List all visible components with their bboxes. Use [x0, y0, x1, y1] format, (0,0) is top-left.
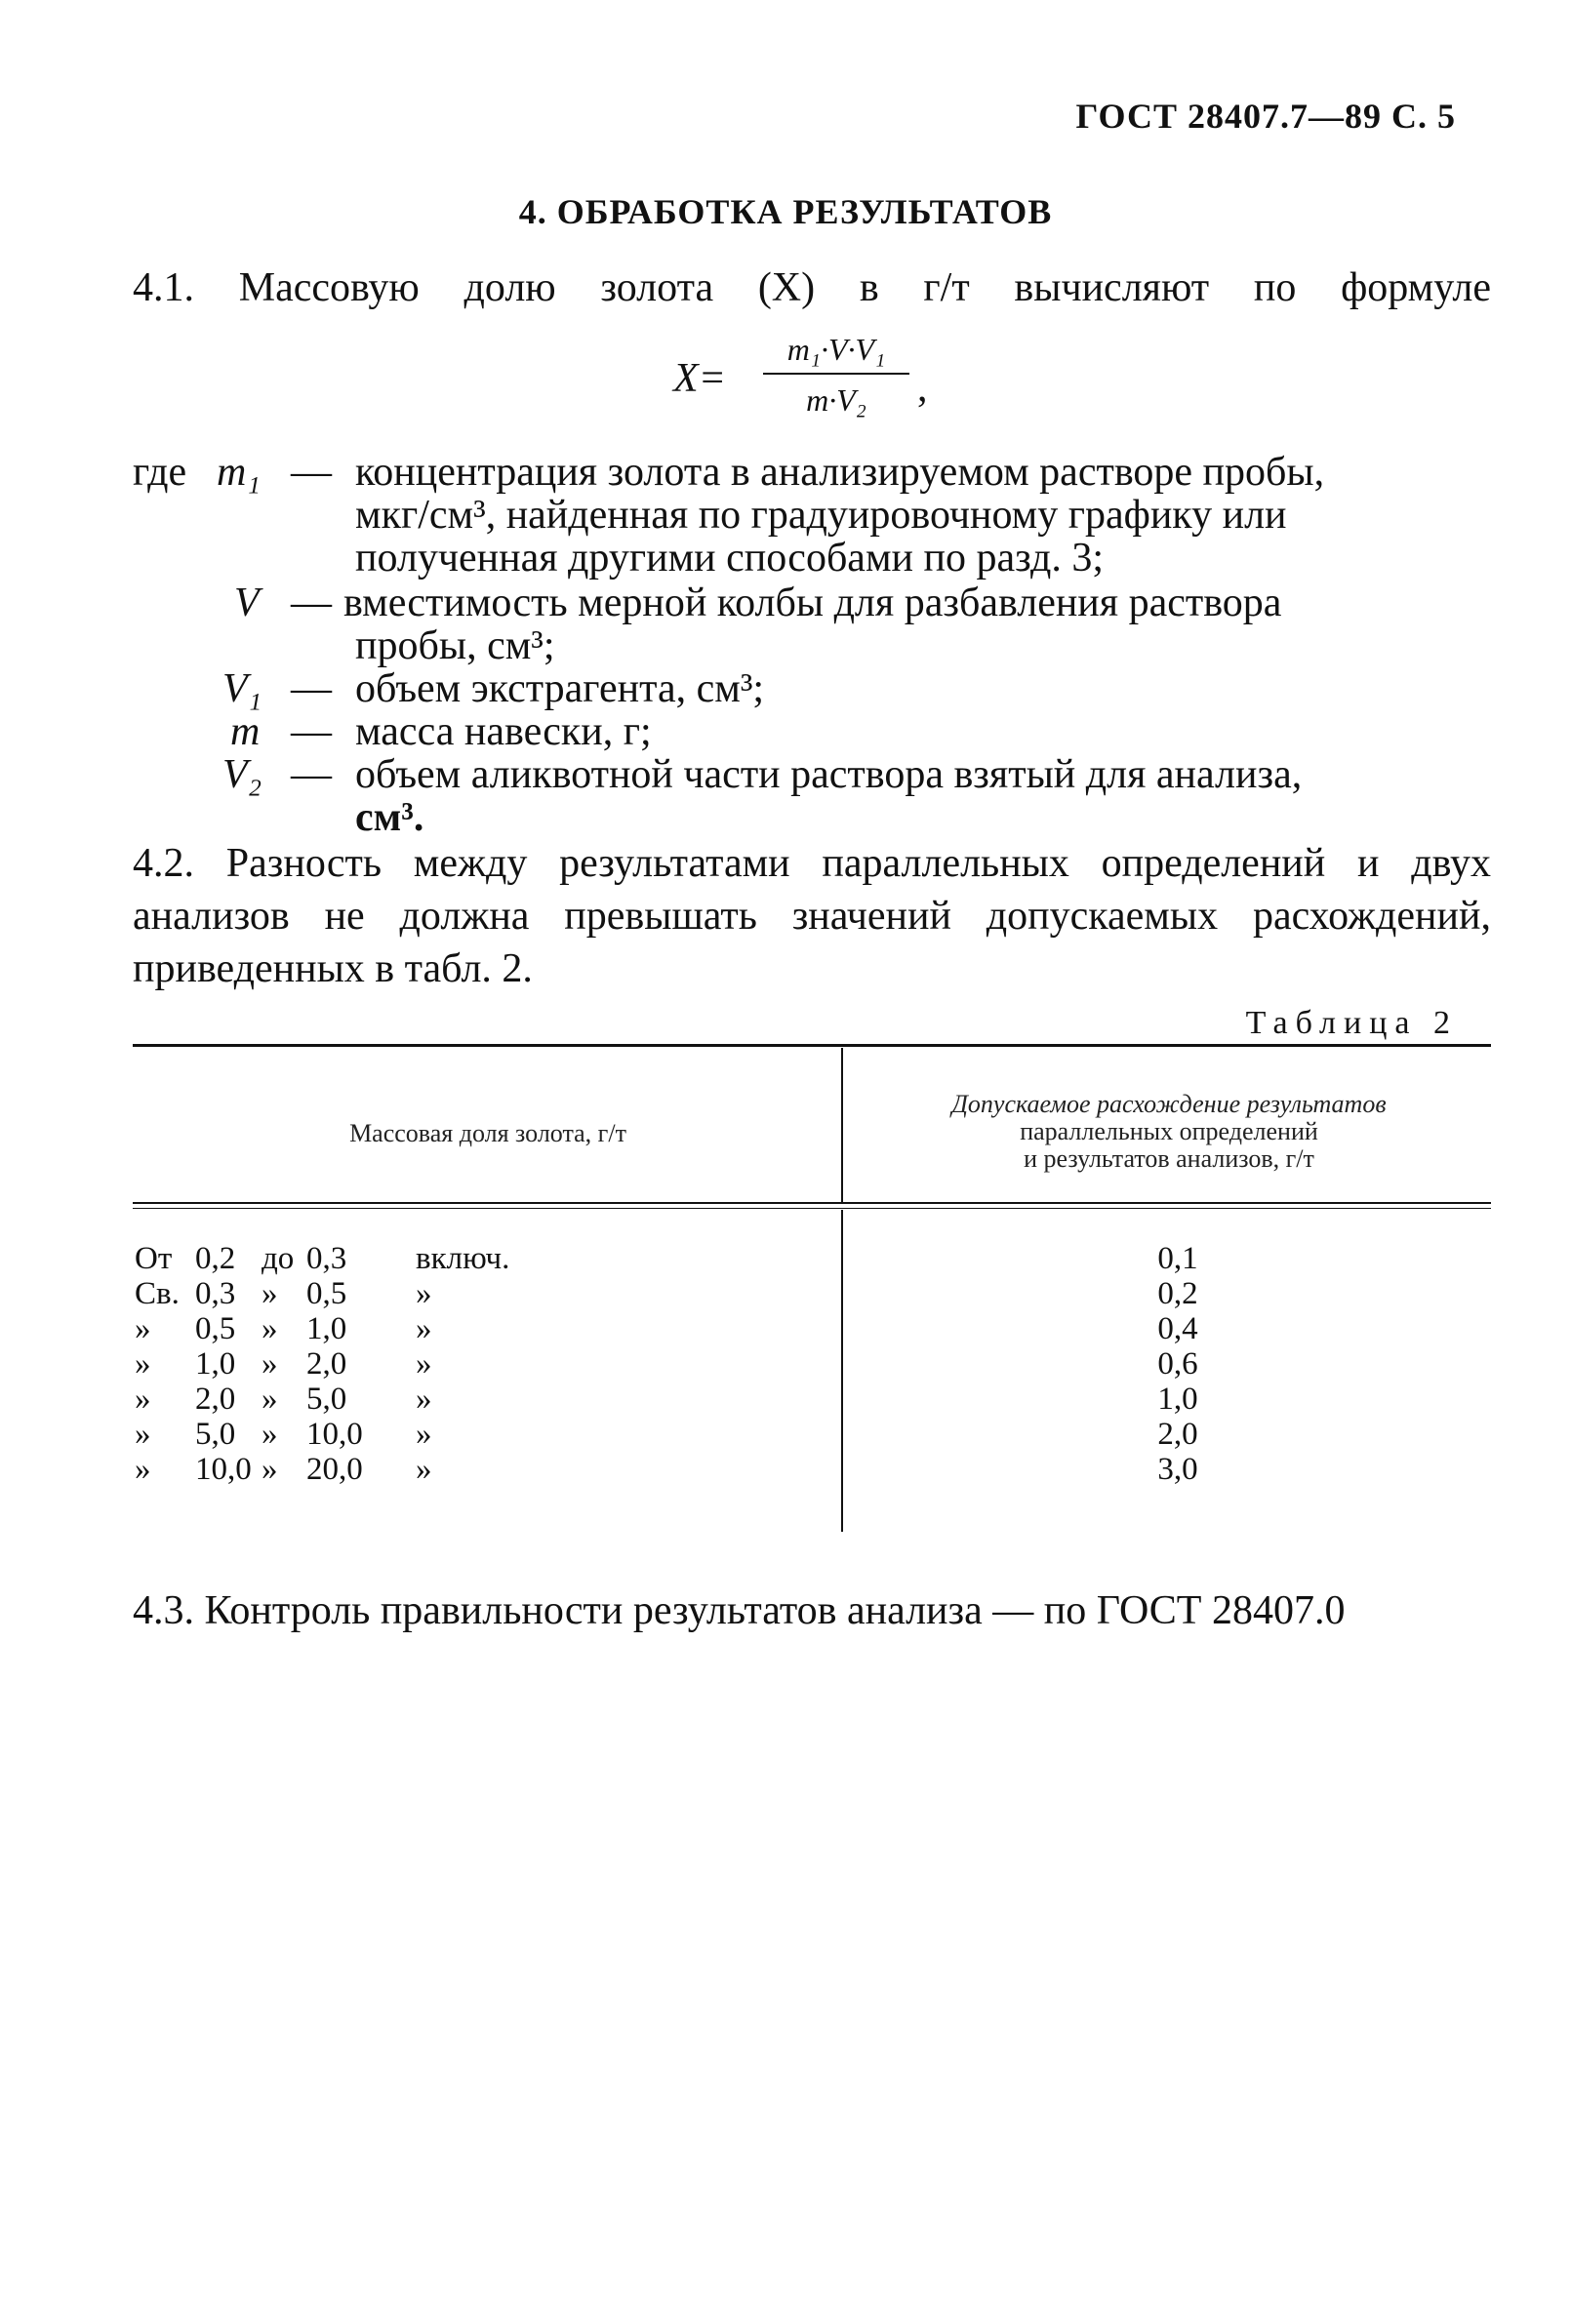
table-cell-range-b: 0,3 [195, 1276, 236, 1311]
table-cell-range-c: » [262, 1311, 278, 1346]
definition-dash: — [291, 752, 332, 797]
table-cell-discrepancy: 1,0 [1157, 1382, 1198, 1417]
table-cell-range-c: » [262, 1346, 278, 1382]
paragraph-4-1: 4.1. Массовую долю золота (X) в г/т вычисляют по формуле [133, 265, 1491, 310]
table-header-rule-thin [133, 1208, 1491, 1209]
fraction-bar [763, 373, 909, 375]
table-cell-range-a: » [135, 1417, 151, 1452]
table-cell-discrepancy: 0,4 [1157, 1311, 1198, 1346]
page-header: ГОСТ 28407.7—89 С. 5 [1075, 97, 1456, 136]
table-cell-range-d: 0,3 [306, 1241, 347, 1276]
table-cell-range-a: » [135, 1346, 151, 1382]
paragraph-4-2: 4.2. Разность между результатами параллельных определений и двух анализов не должна превышать значений допускаемых расхождений, приведенных в табл. 2. [133, 841, 1491, 991]
table-cell-range-a: От [135, 1241, 173, 1276]
definition-symbol-v2 [222, 753, 262, 796]
table-cell-range-b: 0,2 [195, 1241, 236, 1276]
table-cell-discrepancy: 0,2 [1157, 1276, 1198, 1311]
table-cell-discrepancy: 0,6 [1157, 1346, 1198, 1382]
table-cell-range-d: 5,0 [306, 1382, 347, 1417]
definition-symbol-v1 [222, 667, 262, 710]
definition-lead: где [133, 450, 187, 495]
table-cell-range-b: 10,0 [195, 1452, 252, 1487]
formula-fraction [763, 328, 909, 421]
definition-v2-line-1: объем аликвотной части раствора взятый для анализа, [355, 752, 1303, 797]
table-cell-range-e: » [416, 1382, 432, 1417]
table-cell-range-b: 0,5 [195, 1311, 236, 1346]
definition-m1-line-3: полученная другими способами по разд. 3; [355, 536, 1104, 581]
symbol-v1: V₁ [222, 666, 262, 711]
symbol-v2: V₂ [222, 752, 262, 797]
definition-v-line-1: вместимость мерной колбы для разбавления раствора [343, 581, 1282, 625]
table-cell-range-d: 2,0 [306, 1346, 347, 1382]
table-cell-range-a: » [135, 1311, 151, 1346]
table-header-rule [133, 1202, 1491, 1204]
definition-dash: — [291, 450, 332, 495]
table-cell-range-a: » [135, 1382, 151, 1417]
table-cell-range-b: 5,0 [195, 1417, 236, 1452]
table-cell-range-b: 2,0 [195, 1382, 236, 1417]
paragraph-4-3-text: 4.3. Контроль правильности результатов анализа — по ГОСТ 28407.0 [133, 1588, 1346, 1633]
table-cell-range-c: » [262, 1276, 278, 1311]
formula-comma: , [917, 366, 928, 411]
formula-lhs: X= [673, 356, 726, 401]
table-top-rule [133, 1044, 1491, 1047]
table-cell-range-c: » [262, 1417, 278, 1452]
definition-m-line-1: масса навески, г; [355, 709, 652, 754]
definition-symbol-m1 [217, 451, 261, 494]
symbol-m: m [230, 709, 261, 754]
definition-dash: — [291, 581, 332, 625]
table-cell-range-e: » [416, 1276, 432, 1311]
definition-v2-line-2: см³. [355, 795, 424, 840]
table-cell-range-c: » [262, 1382, 278, 1417]
formula-numerator: m₁·V·V₁ [786, 332, 886, 367]
definition-symbol-m [230, 710, 260, 753]
paragraph-4-3 [133, 1584, 1491, 1637]
table-cell-range-d: 1,0 [306, 1311, 347, 1346]
table-cell-range-e: » [416, 1417, 432, 1452]
definition-m1-line-1: концентрация золота в анализируемом растворе пробы, [355, 450, 1325, 495]
table-cell-range-e: » [416, 1346, 432, 1382]
table-cell-range-e: » [416, 1452, 432, 1487]
table-cell-discrepancy: 3,0 [1157, 1452, 1198, 1487]
table-column-divider-header [841, 1048, 843, 1202]
definition-m1-line-2: мкг/см³, найденная по градуировочному графику или [355, 493, 1287, 538]
symbol-m1: m₁ [217, 450, 261, 495]
formula-denominator: m·V₂ [806, 382, 866, 418]
table-cell-range-d: 10,0 [306, 1417, 363, 1452]
table-cell-range-b: 1,0 [195, 1346, 236, 1382]
table-cell-discrepancy: 2,0 [1157, 1417, 1198, 1452]
definition-v1-line-1: объем экстрагента, см³; [355, 666, 765, 711]
table-header-discrepancy-line-3: и результатов анализов, г/т [1024, 1144, 1314, 1173]
table-column-divider-body [841, 1210, 843, 1532]
table-header-mass-fraction: Массовая доля золота, г/т [349, 1119, 626, 1147]
table-cell-range-d: 20,0 [306, 1452, 363, 1487]
table-cell-range-e: » [416, 1311, 432, 1346]
table-cell-range-c: до [262, 1241, 295, 1276]
table-cell-range-c: » [262, 1452, 278, 1487]
table-caption: Таблица 2 [1245, 1005, 1458, 1041]
definition-v-line-2: пробы, см³; [355, 623, 555, 668]
table-cell-range-a: » [135, 1452, 151, 1487]
table-cell-range-e: включ. [416, 1241, 510, 1276]
definition-symbol-v [234, 581, 260, 624]
section-title: 4. ОБРАБОТКА РЕЗУЛЬТАТОВ [518, 192, 1053, 231]
table-cell-range-d: 0,5 [306, 1276, 347, 1311]
symbol-v: V [234, 581, 260, 625]
definition-dash: — [291, 666, 332, 711]
table-cell-discrepancy: 0,1 [1157, 1241, 1198, 1276]
definition-dash: — [291, 709, 332, 754]
table-header-discrepancy-line-2: параллельных определений [1020, 1117, 1318, 1145]
table-header-discrepancy-line-1: Допускаемое расхождение результатов [951, 1090, 1387, 1118]
table-cell-range-a: Св. [135, 1276, 180, 1311]
